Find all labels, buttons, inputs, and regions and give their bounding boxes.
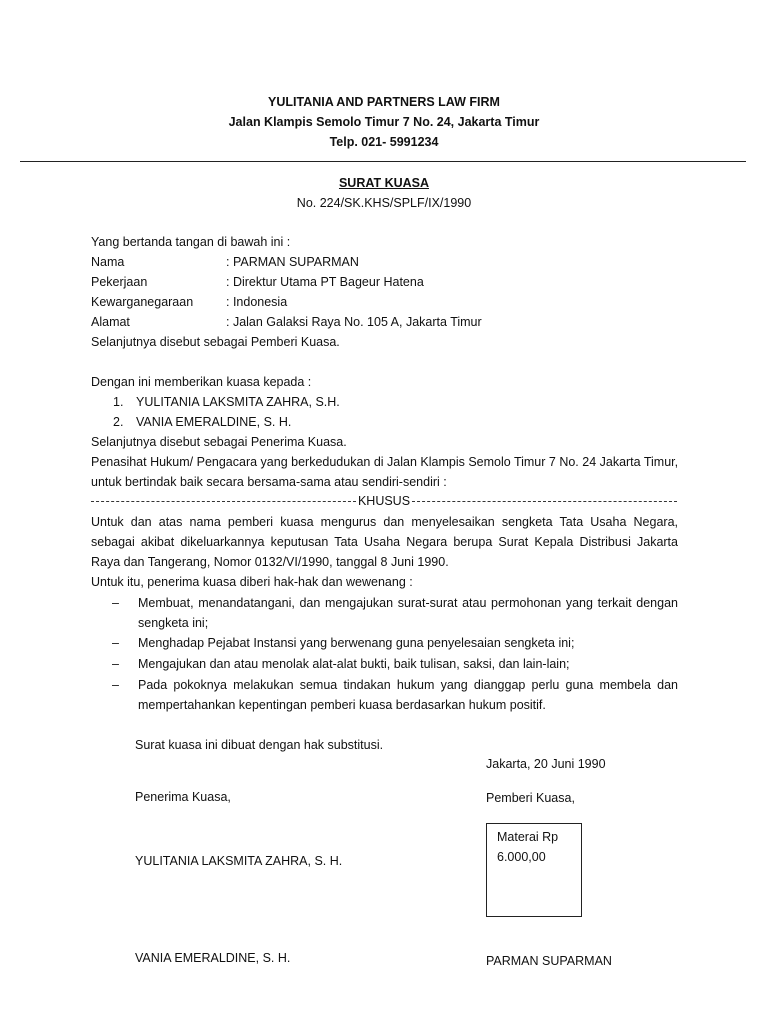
grantor-signature-label: Pemberi Kuasa, (486, 791, 575, 805)
grantee-closing: Selanjutnya disebut sebagai Penerima Kuasa. (91, 435, 347, 449)
grantor-signatory: PARMAN SUPARMAN (486, 954, 612, 968)
field-label-address: Alamat (91, 315, 130, 329)
document-heading: SURAT KUASA (338, 176, 430, 190)
special-label: KHUSUS (357, 494, 411, 508)
document-title (0, 173, 768, 213)
grantor-intro: Yang bertanda tangan di bawah ini : (91, 235, 291, 249)
field-value-address: : Jalan Galaksi Raya No. 105 A, Jakarta Timur (226, 315, 482, 329)
purpose-paragraph: Untuk dan atas nama pemberi kuasa mengurus dan menyelesaikan sengketa Tata Usaha Negara, sebagai akibat dikeluarkannya keputusan Tata Usaha Negara berupa Surat Kepala Distribusi Jakarta Raya dan Tangerang, Nomor 0132/VI/1990, tanggal 8 Juni 1990. (91, 515, 678, 569)
place-date: Jakarta, 20 Juni 1990 (486, 757, 606, 771)
firm-address: Jalan Klampis Semolo Timur 7 No. 24, Jakarta Timur (228, 115, 540, 129)
grantee-signatory-2: VANIA EMERALDINE, S. H. (135, 951, 291, 965)
right-item: Menghadap Pejabat Instansi yang berwenang guna penyelesaian sengketa ini; (138, 636, 575, 650)
bullet-dash: – (112, 596, 119, 610)
grantee-intro: Dengan ini memberikan kuasa kepada : (91, 375, 312, 389)
stamp-text-line2: 6.000,00 (497, 850, 546, 864)
grantee-name-item: VANIA EMERALDINE, S. H. (136, 415, 292, 429)
field-value-citizenship: : Indonesia (226, 295, 288, 309)
document-number: No. 224/SK.KHS/SPLF/IX/1990 (296, 196, 472, 210)
firm-phone: Telp. 021- 5991234 (329, 135, 439, 149)
letterhead-divider (20, 161, 746, 162)
grantor-closing: Selanjutnya disebut sebagai Pemberi Kuasa. (91, 335, 340, 349)
list-number: 1. (113, 395, 124, 409)
field-value-occupation: : Direktur Utama PT Bageur Hatena (226, 275, 424, 289)
field-value-name: : PARMAN SUPARMAN (226, 255, 359, 269)
letterhead (0, 92, 768, 152)
grantee-signature-label: Penerima Kuasa, (135, 790, 231, 804)
bullet-dash: – (112, 657, 119, 671)
field-label-citizenship: Kewarganegaraan (91, 295, 194, 309)
special-divider (91, 491, 677, 511)
bullet-dash: – (112, 636, 119, 650)
counsel-line-2: untuk bertindak baik secara bersama-sama atau sendiri-sendiri : (91, 475, 447, 489)
grantee-signatory-1: YULITANIA LAKSMITA ZAHRA, S. H. (135, 854, 343, 868)
right-item: Mengajukan dan atau menolak alat-alat bukti, baik tulisan, saksi, dan lain-lain; (138, 657, 570, 671)
counsel-line-1: Penasihat Hukum/ Pengacara yang berkedudukan di Jalan Klampis Semolo Timur 7 No. 24 Jakarta Timur, (91, 455, 679, 469)
right-item: Membuat, menandatangani, dan mengajukan surat-surat atau permohonan yang terkait dengan sengketa ini; (138, 596, 678, 630)
grantee-name-item: YULITANIA LAKSMITA ZAHRA, S.H. (136, 395, 340, 409)
field-label-occupation: Pekerjaan (91, 275, 148, 289)
duty-stamp-box (486, 823, 582, 917)
dash-left (91, 501, 356, 502)
field-label-name: Nama (91, 255, 125, 269)
stamp-text-line1: Materai Rp (497, 830, 559, 844)
dash-right (412, 501, 677, 502)
firm-name: YULITANIA AND PARTNERS LAW FIRM (268, 95, 500, 109)
rights-intro: Untuk itu, penerima kuasa diberi hak-hak dan wewenang : (91, 575, 413, 589)
list-number: 2. (113, 415, 124, 429)
right-item: Pada pokoknya melakukan semua tindakan hukum yang dianggap perlu guna membela dan mempertahankan kepentingan pemberi kuasa berdasarkan hukum positif. (138, 678, 678, 712)
substitution-clause: Surat kuasa ini dibuat dengan hak substitusi. (135, 738, 384, 752)
bullet-dash: – (112, 678, 119, 692)
